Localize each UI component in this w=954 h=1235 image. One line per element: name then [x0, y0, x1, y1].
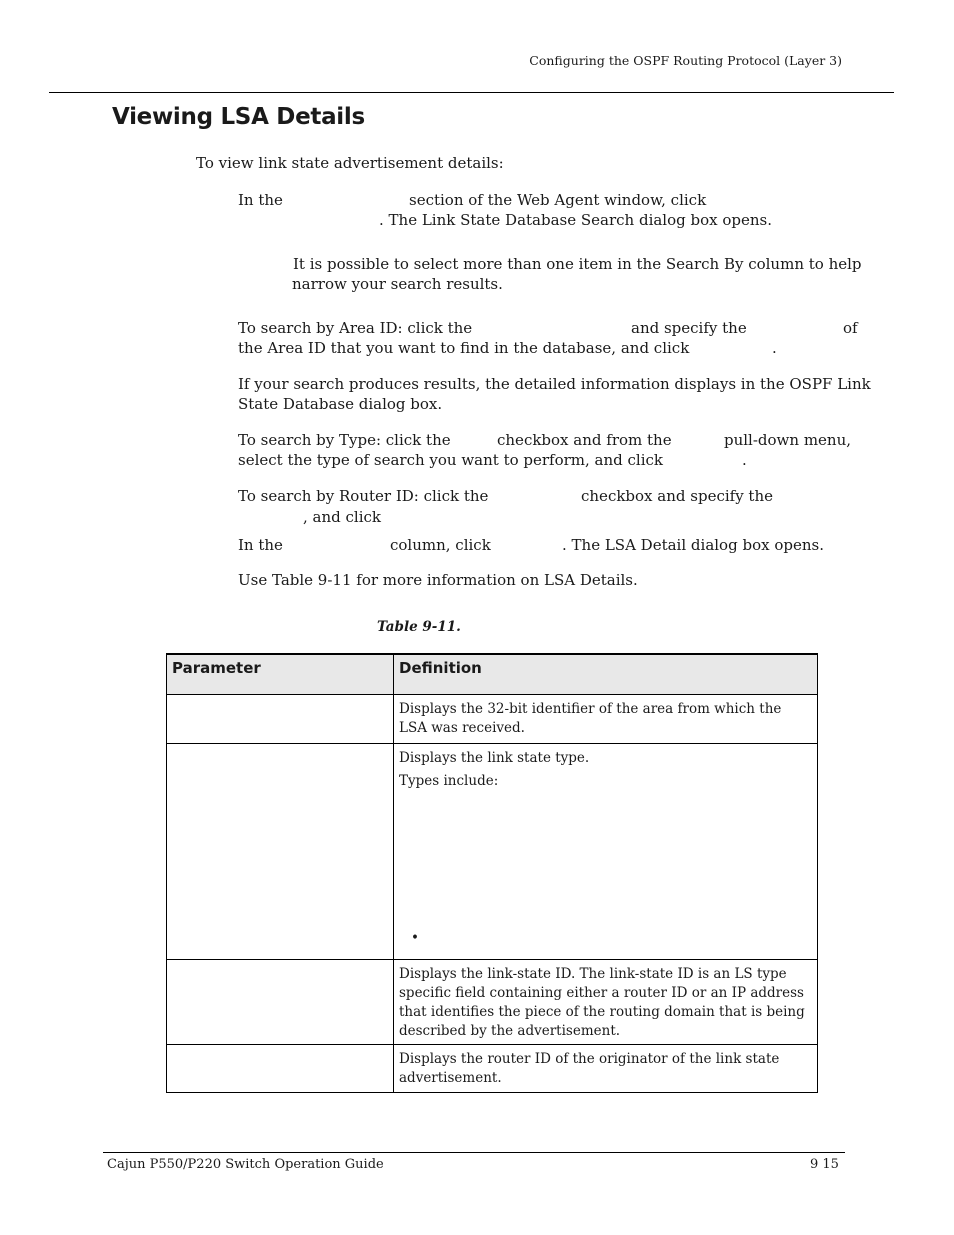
step2a-text-b: and specify the [631, 319, 747, 337]
column-header-definition: Definition [394, 654, 818, 695]
definition-text: Displays the router ID of the originator of the link state advertisement. [399, 1051, 780, 1086]
step1-text-c: . The Link State Database Search dialog box opens. [379, 211, 773, 229]
step4-text: Use Table 9-11 for more information on LSA Details. [238, 571, 638, 589]
step2b-text-c: pull-down menu, [724, 431, 852, 449]
table-row [167, 960, 818, 1045]
definition-text: Displays the 32-bit identifier of the area from which the LSA was received. [399, 701, 782, 736]
definition-cell [394, 960, 818, 1045]
definition-subtext: Types include: [399, 773, 499, 789]
section-heading: Viewing LSA Details [112, 104, 365, 130]
step2c-text-c: , and click [303, 508, 381, 526]
result-line-1: If your search produces results, the detailed information displays in the OSPF Link [238, 375, 871, 393]
table-row [167, 695, 818, 744]
table-header-row [167, 654, 818, 695]
table-row [167, 744, 818, 960]
step1-text-a: In the [238, 191, 283, 209]
parameter-cell [167, 960, 394, 1045]
parameter-cell [167, 1045, 394, 1093]
step3-text-b: column, click [390, 536, 491, 554]
step3-text-a: In the [238, 536, 283, 554]
definition-cell [394, 1045, 818, 1093]
step2a-text-e: . [772, 339, 777, 357]
step2c-text-a: To search by Router ID: click the [238, 487, 489, 505]
definition-cell [394, 744, 818, 960]
step2c-text-b: checkbox and specify the [581, 487, 773, 505]
step2a-text-d: the Area ID that you want to find in the database, and click [238, 339, 690, 357]
definition-text: Displays the link state type. [399, 750, 590, 766]
step2b-text-e: . [742, 451, 747, 469]
header-rule [49, 92, 894, 93]
step2b-text-d: select the type of search you want to perform, and click [238, 451, 664, 469]
note-line-1: It is possible to select more than one item in the Search By column to help [293, 255, 862, 273]
footer-guide-title: Cajun P550/P220 Switch Operation Guide [107, 1157, 384, 1172]
step3-text-c: . The LSA Detail dialog box opens. [562, 536, 824, 554]
step2a-text-c: of [843, 319, 858, 337]
definition-cell [394, 695, 818, 744]
lsa-details-table [166, 653, 818, 1093]
footer-rule [103, 1152, 845, 1153]
bullet-marker: • [411, 930, 419, 946]
step2a-text-a: To search by Area ID: click the [238, 319, 473, 337]
table-caption: Table 9-11. [377, 619, 461, 635]
definition-text: Displays the link-state ID. The link-state ID is an LS type specific field containing either a router ID or an IP address that identifies the piece of the routing domain that is being described by the advertisement. [399, 966, 805, 1039]
table-row [167, 1045, 818, 1093]
note-line-2: narrow your search results. [292, 275, 503, 293]
intro-text: To view link state advertisement details: [196, 154, 504, 172]
result-line-2: State Database dialog box. [238, 395, 443, 413]
column-header-parameter: Parameter [167, 654, 394, 695]
step2b-text-b: checkbox and from the [497, 431, 672, 449]
footer-page-number: 9 15 [810, 1157, 839, 1172]
running-header: Configuring the OSPF Routing Protocol (Layer 3) [529, 53, 842, 68]
parameter-cell [167, 744, 394, 960]
parameter-cell [167, 695, 394, 744]
step2b-text-a: To search by Type: click the [238, 431, 451, 449]
step1-text-b: section of the Web Agent window, click [409, 191, 707, 209]
